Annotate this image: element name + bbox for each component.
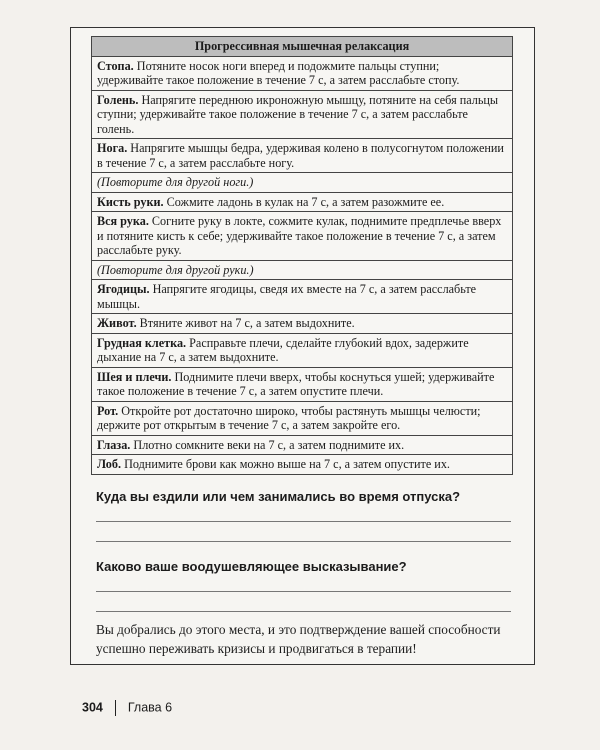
page-footer	[82, 700, 172, 716]
instruction-text: Поднимите брови как можно выше на 7 с, а затем опустите их.	[121, 457, 450, 471]
table-cell	[92, 139, 513, 173]
table-cell	[92, 280, 513, 314]
question-block-vacation	[96, 489, 516, 542]
muscle-group-term: Рот.	[97, 403, 119, 418]
table-cell	[92, 367, 513, 401]
instruction-text: Напрягите мышцы бедра, удерживая колено в полусогнутом положении в течение 7 с, а затем расслабьте ногу.	[97, 141, 504, 170]
muscle-group-term: Шея и плечи.	[97, 369, 172, 384]
table-row	[92, 280, 513, 314]
question-quote: Каково ваше воодушевляющее высказывание?	[96, 559, 407, 574]
table-cell	[92, 56, 513, 90]
page-number: 304	[82, 700, 103, 715]
answer-line[interactable]	[96, 611, 511, 612]
table-row	[92, 314, 513, 334]
table-note-row	[92, 173, 513, 193]
table-row	[92, 455, 513, 475]
closing-text: Вы добрались до этого места, и это подтверждение вашей способности успешно переживать кризисы и продвигаться в терапии!	[96, 622, 501, 656]
table-row	[92, 401, 513, 435]
muscle-group-term: Глаза.	[97, 437, 131, 452]
answer-line[interactable]	[96, 541, 511, 542]
table-header: Прогрессивная мышечная релаксация	[92, 37, 513, 57]
table-note: (Повторите для другой ноги.)	[92, 173, 513, 193]
muscle-group-term: Нога.	[97, 141, 128, 155]
answer-line[interactable]	[96, 521, 511, 522]
table-cell	[92, 314, 513, 334]
instruction-text: Потяните носок ноги вперед и подожмите пальцы ступни; удерживайте такое положение в течение 7 с, а затем расслабьте стопу.	[97, 58, 460, 87]
table-cell	[92, 333, 513, 367]
table-cell	[92, 401, 513, 435]
instruction-text: Сожмите ладонь в кулак на 7 с, а затем разожмите ее.	[163, 194, 445, 209]
table-cell	[92, 192, 513, 212]
question-vacation: Куда вы ездили или чем занимались во время отпуска?	[96, 489, 461, 504]
instruction-text: Напрягите переднюю икроножную мышцу, потяните на себя пальцы ступни; удерживайте такое положение в течение 7 с, а затем расслабьте голень.	[97, 92, 499, 136]
instruction-text: Втяните живот на 7 с, а затем выдохните.	[136, 316, 355, 330]
instruction-text: Напрягите ягодицы, сведя их вместе на 7 с, а затем расслабьте мышцы.	[97, 282, 477, 311]
relaxation-table	[91, 36, 513, 475]
instruction-text: Откройте рот достаточно широко, чтобы растянуть мышцы челюсти; держите рот открытым в течение 7 с, а затем закройте его.	[97, 403, 481, 432]
worksheet-frame	[70, 27, 535, 665]
muscle-group-term: Ягодицы.	[97, 282, 150, 296]
table-row	[92, 333, 513, 367]
instruction-text: Плотно сомкните веки на 7 с, а затем поднимите их.	[130, 437, 405, 452]
table-row	[92, 139, 513, 173]
chapter-label: Глава 6	[127, 700, 173, 715]
muscle-group-term: Лоб.	[97, 457, 122, 471]
answer-line[interactable]	[96, 591, 511, 592]
question-block-quote	[96, 559, 516, 612]
footer-divider	[115, 700, 116, 716]
muscle-group-term: Живот.	[97, 316, 137, 330]
table-note: (Повторите для другой руки.)	[92, 260, 513, 280]
table-row	[92, 56, 513, 90]
muscle-group-term: Вся рука.	[97, 214, 149, 228]
table-row	[92, 192, 513, 212]
muscle-group-term: Грудная клетка.	[97, 335, 187, 350]
muscle-group-term: Голень.	[97, 92, 139, 107]
table-cell	[92, 455, 513, 475]
table-cell	[92, 212, 513, 261]
muscle-group-term: Кисть руки.	[97, 194, 164, 209]
instruction-text: Согните руку в локте, сожмите кулак, поднимите предплечье вверх и потяните кисть к себе; удерживайте такое положение в течение 7 с, а затем расслабьте руку.	[97, 214, 502, 257]
relaxation-table-body	[92, 37, 513, 475]
muscle-group-term: Стопа.	[97, 58, 134, 73]
instruction-text: Расправьте плечи, сделайте глубокий вдох, задержите дыхание на 7 с, а затем выдохните.	[97, 335, 469, 364]
table-row	[92, 435, 513, 455]
table-header-row	[92, 37, 513, 57]
table-note-row	[92, 260, 513, 280]
table-row	[92, 212, 513, 261]
instruction-text: Поднимите плечи вверх, чтобы коснуться ушей; удерживайте такое положение в течение 7 с, а затем опустите плечи.	[97, 369, 495, 398]
table-row	[92, 90, 513, 139]
table-cell	[92, 90, 513, 139]
table-row	[92, 367, 513, 401]
table-cell	[92, 435, 513, 455]
